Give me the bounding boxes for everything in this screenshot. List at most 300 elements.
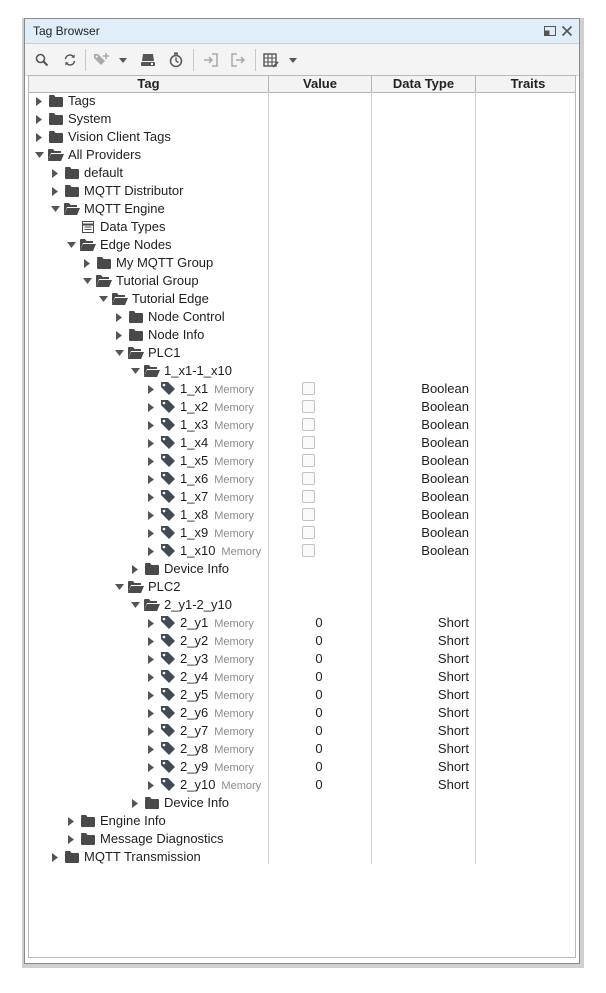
- tag-data-type: Short: [437, 615, 469, 630]
- tag-name: 2_y10: [180, 777, 216, 792]
- search-icon[interactable]: [32, 50, 52, 70]
- collapsed-arrow-icon[interactable]: [49, 182, 61, 200]
- tree-row-label: [180, 777, 261, 794]
- tree-row[interactable]: [29, 704, 575, 722]
- tag-icon: [160, 489, 176, 505]
- table-config-icon[interactable]: [261, 50, 281, 70]
- tag-name: Message Diagnostics: [100, 831, 224, 846]
- tag-value[interactable]: 0: [315, 651, 323, 666]
- tag-value[interactable]: 0: [315, 705, 323, 720]
- column-header-datatype[interactable]: Data Type: [372, 76, 476, 92]
- tree-row-label: [84, 183, 183, 199]
- folder-icon: [64, 849, 80, 865]
- collapsed-arrow-icon[interactable]: [65, 812, 77, 830]
- dropdown-arrow-icon[interactable]: [117, 50, 129, 70]
- export-icon[interactable]: [228, 50, 248, 70]
- table-header: [29, 76, 575, 93]
- tree-row[interactable]: [29, 272, 575, 290]
- tag-value[interactable]: 0: [315, 777, 323, 792]
- tag-icon: [160, 417, 176, 433]
- tag-icon: [160, 543, 176, 559]
- tree-row[interactable]: [29, 740, 575, 758]
- tag-type-label: Memory: [214, 744, 254, 756]
- tag-name: 1_x7: [180, 489, 209, 504]
- collapsed-arrow-icon[interactable]: [145, 668, 157, 686]
- tree-row-label: [132, 291, 209, 307]
- tag-data-type: Boolean: [421, 381, 469, 396]
- folder-icon: [48, 111, 64, 127]
- folder-icon: [64, 165, 80, 181]
- tree-row-label: [180, 489, 254, 506]
- tag-name: 1_x6: [180, 471, 209, 486]
- tree-row-label: [180, 687, 254, 704]
- column-header-value[interactable]: Value: [269, 76, 372, 92]
- collapsed-arrow-icon[interactable]: [145, 758, 157, 776]
- tree-row-label: [100, 831, 224, 847]
- tag-name: Vision Client Tags: [68, 129, 171, 144]
- column-header-traits[interactable]: Traits: [510, 76, 546, 91]
- value-checkbox[interactable]: [302, 472, 315, 485]
- tree-row[interactable]: [29, 578, 575, 596]
- tree-row[interactable]: [29, 254, 575, 272]
- history-icon[interactable]: [166, 50, 186, 70]
- tag-name: 2_y1-2_y10: [164, 597, 232, 612]
- folder-open-icon: [96, 273, 112, 289]
- tree-row[interactable]: [29, 92, 575, 110]
- tag-type-label: Memory: [221, 546, 262, 558]
- tree-row[interactable]: [29, 776, 575, 794]
- expanded-arrow-icon[interactable]: [65, 236, 77, 254]
- folder-open-icon: [112, 291, 128, 307]
- tag-data-type: Short: [437, 777, 469, 792]
- tree-row-label: [164, 795, 229, 811]
- tag-type-label: Memory: [214, 654, 254, 666]
- tag-name: My MQTT Group: [116, 255, 214, 270]
- tag-name: 1_x1-1_x10: [164, 363, 232, 378]
- tree-row-label: [180, 705, 254, 722]
- tag-type-label: Memory: [214, 510, 254, 522]
- folder-icon: [144, 561, 160, 577]
- tag-value[interactable]: 0: [315, 615, 323, 630]
- collapsed-arrow-icon[interactable]: [65, 830, 77, 848]
- tree-row[interactable]: [29, 434, 575, 452]
- tree-row[interactable]: [29, 830, 575, 848]
- tag-type-label: Memory: [214, 690, 254, 702]
- collapsed-arrow-icon[interactable]: [145, 740, 157, 758]
- folder-icon: [144, 795, 160, 811]
- tree-row[interactable]: [29, 344, 575, 362]
- tag-data-type: Boolean: [421, 417, 469, 432]
- tree-row[interactable]: [29, 650, 575, 668]
- tag-name: MQTT Engine: [84, 201, 165, 216]
- tree-row-label: [180, 543, 261, 560]
- tag-name: 1_x9: [180, 525, 209, 540]
- tree-row[interactable]: [29, 380, 575, 398]
- folder-open-icon: [48, 147, 64, 163]
- tree-row[interactable]: [29, 110, 575, 128]
- tree-row[interactable]: [29, 416, 575, 434]
- collapsed-arrow-icon[interactable]: [49, 848, 61, 866]
- expanded-arrow-icon[interactable]: [129, 362, 141, 380]
- tree-row-label: [148, 309, 225, 325]
- tag-name: 1_x2: [180, 399, 209, 414]
- tree-row[interactable]: [29, 668, 575, 686]
- tag-name: 2_y4: [180, 669, 209, 684]
- close-icon[interactable]: [559, 23, 575, 39]
- tree-row-label: [84, 165, 123, 181]
- tag-data-type: Boolean: [421, 471, 469, 486]
- toolbar-separator: [255, 49, 256, 71]
- tag-icon: [160, 687, 176, 703]
- value-checkbox[interactable]: [302, 526, 315, 539]
- tree-row[interactable]: [29, 848, 575, 866]
- tag-name: 1_x3: [180, 417, 209, 432]
- tree-row-label: [164, 561, 229, 577]
- tree-row-label: [84, 849, 201, 865]
- tree-row-label: [180, 471, 254, 488]
- tree-row[interactable]: [29, 506, 575, 524]
- collapsed-arrow-icon[interactable]: [145, 632, 157, 650]
- tag-name: Engine Info: [100, 813, 166, 828]
- tree-row-label: [100, 237, 172, 253]
- tag-name: MQTT Distributor: [84, 183, 184, 198]
- folder-open-icon: [64, 201, 80, 217]
- folder-icon: [128, 327, 144, 343]
- tag-type-label: Memory: [214, 438, 254, 450]
- tree-row[interactable]: [29, 632, 575, 650]
- collapsed-arrow-icon[interactable]: [145, 380, 157, 398]
- value-checkbox[interactable]: [302, 544, 315, 557]
- folder-open-icon: [144, 363, 160, 379]
- tree-row-label: [164, 597, 232, 613]
- tree-row-label: [180, 651, 254, 668]
- tag-icon: [160, 615, 176, 631]
- collapsed-arrow-icon[interactable]: [145, 650, 157, 668]
- tree-row[interactable]: [29, 164, 575, 182]
- tag-name: Node Control: [148, 309, 225, 324]
- folder-icon: [128, 309, 144, 325]
- tree-row[interactable]: [29, 542, 575, 560]
- tree-row[interactable]: [29, 128, 575, 146]
- value-checkbox[interactable]: [302, 418, 315, 431]
- tag-name: Device Info: [164, 561, 230, 576]
- tree-row-label: [180, 399, 254, 416]
- collapsed-arrow-icon[interactable]: [81, 254, 93, 272]
- tree-row[interactable]: [29, 326, 575, 344]
- add-tag-icon[interactable]: [92, 50, 112, 70]
- tag-data-type: Boolean: [421, 525, 469, 540]
- tree-row-label: [68, 147, 141, 163]
- tag-value[interactable]: 0: [315, 669, 323, 684]
- value-checkbox[interactable]: [302, 400, 315, 413]
- collapsed-arrow-icon[interactable]: [145, 704, 157, 722]
- tree-row-label: [68, 111, 111, 127]
- tag-type-label: Memory: [214, 672, 254, 684]
- tree-row[interactable]: [29, 488, 575, 506]
- tag-name: PLC2: [148, 579, 181, 594]
- refresh-icon[interactable]: [60, 50, 80, 70]
- tag-data-type: Short: [437, 633, 469, 648]
- value-checkbox[interactable]: [302, 454, 315, 467]
- tag-name: 1_x5: [180, 453, 209, 468]
- tag-name: 2_y6: [180, 705, 209, 720]
- tag-icon: [160, 741, 176, 757]
- tree-row[interactable]: [29, 560, 575, 578]
- tree-row-label: [116, 273, 199, 289]
- tag-type-label: Memory: [214, 420, 254, 432]
- tag-icon: [160, 471, 176, 487]
- tag-name: 2_y2: [180, 633, 209, 648]
- folder-icon: [64, 183, 80, 199]
- toolbar-separator: [193, 49, 194, 71]
- tag-type-label: Memory: [214, 636, 254, 648]
- expanded-arrow-icon[interactable]: [97, 290, 109, 308]
- value-checkbox[interactable]: [302, 508, 315, 521]
- tag-name: Edge Nodes: [100, 237, 172, 252]
- value-checkbox[interactable]: [302, 382, 315, 395]
- title-bar: [25, 19, 579, 44]
- tree-row[interactable]: [29, 146, 575, 164]
- tree-row-label: [84, 201, 165, 217]
- collapsed-arrow-icon[interactable]: [145, 524, 157, 542]
- tag-name: 2_y8: [180, 741, 209, 756]
- tag-type-label: Memory: [214, 528, 254, 540]
- tag-data-type: Boolean: [421, 543, 469, 558]
- tag-type-label: Memory: [214, 384, 254, 396]
- tag-type-label: Memory: [214, 456, 254, 468]
- collapsed-arrow-icon[interactable]: [129, 560, 141, 578]
- tree-row-label: [180, 759, 254, 776]
- tag-icon: [160, 759, 176, 775]
- tree-row[interactable]: [29, 614, 575, 632]
- tag-name: 1_x8: [180, 507, 209, 522]
- tree-row-label: [100, 813, 166, 829]
- tree-row[interactable]: [29, 722, 575, 740]
- tree-row-label: [180, 417, 254, 434]
- tree-row-label: [68, 93, 95, 109]
- tag-name: default: [84, 165, 124, 180]
- tag-name: Device Info: [164, 795, 230, 810]
- tree-row-label: [164, 363, 232, 379]
- edit-icon[interactable]: [138, 50, 158, 70]
- tree-row[interactable]: [29, 398, 575, 416]
- tree-row[interactable]: [29, 794, 575, 812]
- tree-row-label: [148, 579, 181, 595]
- tree-row-label: [68, 129, 171, 145]
- expanded-arrow-icon[interactable]: [33, 146, 45, 164]
- tree-row-label: [180, 669, 254, 686]
- tag-value[interactable]: 0: [315, 687, 323, 702]
- toolbar-separator: [85, 49, 86, 71]
- expanded-arrow-icon[interactable]: [129, 596, 141, 614]
- tree-row[interactable]: [29, 758, 575, 776]
- tree-row[interactable]: [29, 290, 575, 308]
- tree-row-label: [180, 453, 254, 470]
- collapsed-arrow-icon[interactable]: [145, 452, 157, 470]
- tag-icon: [160, 507, 176, 523]
- tag-icon: [160, 669, 176, 685]
- dropdown-arrow-icon[interactable]: [287, 50, 299, 70]
- collapsed-arrow-icon[interactable]: [145, 722, 157, 740]
- tag-name: 2_y1: [180, 615, 209, 630]
- folder-icon: [80, 813, 96, 829]
- collapsed-arrow-icon[interactable]: [145, 542, 157, 560]
- tag-data-type: Boolean: [421, 435, 469, 450]
- tag-icon: [160, 381, 176, 397]
- collapsed-arrow-icon[interactable]: [49, 164, 61, 182]
- tag-name: Tags: [68, 93, 96, 108]
- tree-row-label: [180, 381, 254, 398]
- collapsed-arrow-icon[interactable]: [145, 488, 157, 506]
- column-header-tag[interactable]: Tag: [29, 76, 269, 92]
- value-checkbox[interactable]: [302, 436, 315, 449]
- collapsed-arrow-icon[interactable]: [145, 776, 157, 794]
- tag-data-type: Short: [437, 669, 469, 684]
- folder-icon: [48, 93, 64, 109]
- tag-value[interactable]: 0: [315, 723, 323, 738]
- tag-data-type: Short: [437, 651, 469, 666]
- tag-name: 2_y7: [180, 723, 209, 738]
- collapsed-arrow-icon[interactable]: [145, 686, 157, 704]
- tree-row[interactable]: [29, 524, 575, 542]
- tag-type-label: Memory: [214, 492, 254, 504]
- tag-icon: [160, 705, 176, 721]
- collapsed-arrow-icon[interactable]: [129, 794, 141, 812]
- tree-row[interactable]: [29, 200, 575, 218]
- tag-name: 1_x4: [180, 435, 209, 450]
- tag-name: Data Types: [100, 219, 166, 234]
- expanded-arrow-icon[interactable]: [81, 272, 93, 290]
- tag-type-label: Memory: [214, 708, 254, 720]
- tag-type-label: Memory: [221, 780, 262, 792]
- collapsed-arrow-icon[interactable]: [145, 506, 157, 524]
- tree-row[interactable]: [29, 596, 575, 614]
- tree-row-label: [180, 633, 254, 650]
- tag-name: PLC1: [148, 345, 181, 360]
- tag-name: MQTT Transmission: [84, 849, 201, 864]
- tag-icon: [160, 633, 176, 649]
- tree-row-label: [116, 255, 213, 271]
- folder-open-icon: [144, 597, 160, 613]
- tag-type-label: Memory: [214, 726, 254, 738]
- tree-row-label: [180, 435, 254, 452]
- tag-data-type: Short: [437, 687, 469, 702]
- tree-row-label: [180, 525, 254, 542]
- tag-data-type: Short: [437, 741, 469, 756]
- tag-name: 2_y3: [180, 651, 209, 666]
- tag-name: Node Info: [148, 327, 205, 342]
- folder-icon: [96, 255, 112, 271]
- tag-data-type: Boolean: [421, 489, 469, 504]
- expanded-arrow-icon[interactable]: [49, 200, 61, 218]
- toolbar: [25, 44, 579, 76]
- tree-row[interactable]: [29, 308, 575, 326]
- tag-name: 2_y9: [180, 759, 209, 774]
- collapsed-arrow-icon[interactable]: [33, 110, 45, 128]
- window-title: Tag Browser: [33, 24, 100, 38]
- tag-tree-table: [28, 75, 576, 958]
- collapsed-arrow-icon[interactable]: [33, 128, 45, 146]
- tree-row[interactable]: [29, 362, 575, 380]
- tree-rows: [29, 92, 575, 866]
- tag-type-label: Memory: [214, 402, 254, 414]
- collapsed-arrow-icon[interactable]: [113, 326, 125, 344]
- tree-row[interactable]: [29, 812, 575, 830]
- tree-row[interactable]: [29, 236, 575, 254]
- collapsed-arrow-icon[interactable]: [145, 434, 157, 452]
- tag-icon: [160, 453, 176, 469]
- tag-icon: [160, 435, 176, 451]
- import-icon[interactable]: [201, 50, 221, 70]
- tag-icon: [160, 723, 176, 739]
- folder-icon: [80, 831, 96, 847]
- folder-open-icon: [128, 345, 144, 361]
- folder-open-icon: [128, 579, 144, 595]
- collapsed-arrow-icon[interactable]: [145, 470, 157, 488]
- tree-row-label: [180, 723, 254, 740]
- folder-open-icon: [80, 237, 96, 253]
- folder-icon: [48, 129, 64, 145]
- tag-data-type: Boolean: [421, 399, 469, 414]
- tag-data-type: Short: [437, 705, 469, 720]
- undock-icon[interactable]: [542, 23, 558, 39]
- tag-browser-window: [24, 18, 580, 964]
- tag-name: Tutorial Group: [116, 273, 199, 288]
- tag-data-type: Boolean: [421, 507, 469, 522]
- tag-value[interactable]: 0: [315, 741, 323, 756]
- tag-type-label: Memory: [214, 474, 254, 486]
- tag-name: 1_x10: [180, 543, 216, 558]
- tag-icon: [160, 777, 176, 793]
- tag-icon: [160, 525, 176, 541]
- tag-value[interactable]: 0: [315, 759, 323, 774]
- tag-data-type: Short: [437, 759, 469, 774]
- tree-row-label: [180, 741, 254, 758]
- value-checkbox[interactable]: [302, 490, 315, 503]
- tree-row-label: [180, 615, 254, 632]
- tag-name: All Providers: [68, 147, 141, 162]
- collapsed-arrow-icon[interactable]: [145, 614, 157, 632]
- tree-row[interactable]: [29, 182, 575, 200]
- tag-value[interactable]: 0: [315, 633, 323, 648]
- tag-name: 1_x1: [180, 381, 209, 396]
- tree-row[interactable]: [29, 686, 575, 704]
- tag-name: System: [68, 111, 112, 126]
- tag-icon: [160, 651, 176, 667]
- tree-row[interactable]: [29, 218, 575, 236]
- tree-row-label: [100, 219, 166, 235]
- data-type-icon: [80, 219, 96, 235]
- tree-row-label: [148, 345, 181, 361]
- tag-type-label: Memory: [214, 762, 254, 774]
- tag-icon: [160, 399, 176, 415]
- tag-name: 2_y5: [180, 687, 209, 702]
- tree-row[interactable]: [29, 470, 575, 488]
- collapsed-arrow-icon[interactable]: [145, 398, 157, 416]
- tag-name: Tutorial Edge: [132, 291, 209, 306]
- collapsed-arrow-icon[interactable]: [145, 416, 157, 434]
- collapsed-arrow-icon[interactable]: [113, 308, 125, 326]
- expanded-arrow-icon[interactable]: [113, 578, 125, 596]
- tag-data-type: Boolean: [421, 453, 469, 468]
- tree-row[interactable]: [29, 452, 575, 470]
- collapsed-arrow-icon[interactable]: [33, 92, 45, 110]
- tag-data-type: Short: [437, 723, 469, 738]
- tree-row-label: [148, 327, 204, 343]
- tree-row-label: [180, 507, 254, 524]
- expanded-arrow-icon[interactable]: [113, 344, 125, 362]
- tag-type-label: Memory: [214, 618, 254, 630]
